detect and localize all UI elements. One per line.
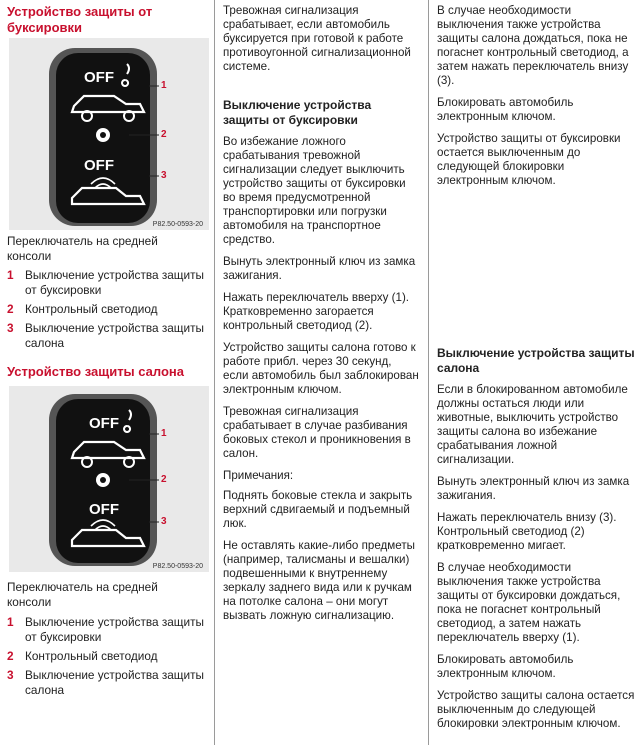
callout-2: 2 — [161, 474, 167, 485]
callout-1: 1 — [161, 80, 167, 91]
paragraph: Нажать переключатель вверху (1). Кратковременно загорается контрольный светодиод (2). — [223, 291, 410, 332]
legend-item: 2 Контрольный светодиод — [7, 302, 158, 316]
paragraph: Вынуть электронный ключ из замка зажигания. — [223, 255, 416, 282]
callout-3: 3 — [161, 170, 167, 181]
paragraph: Если в блокированном автомобиле должны остаться люди или животные, выключить устройство защиты салона во избежание срабатывания ложной сигнализации. — [437, 383, 628, 466]
subheading-disable-tow-protection: Выключение устройства защиты от буксировки — [223, 98, 372, 127]
switch-figure-1 — [9, 38, 209, 230]
column-middle — [223, 4, 419, 631]
note-item: Поднять боковые стекла и закрыть верхний сдвигаемый и подъемный люк. — [223, 489, 413, 530]
paragraph: В случае необходимости выключения также устройства защиты от буксировки дождаться, пока не погаснет контрольный светодиод, а затем нажать переключатель вверху (1). — [437, 561, 621, 644]
section-title-tow-protection: Устройство защиты от буксировки — [7, 4, 153, 35]
paragraph: Устройство защиты салона остается выключенным до следующей блокировки электронным ключом. — [437, 689, 635, 730]
paragraph: В случае необходимости выключения также устройства защиты салона дождаться, пока не погаснет контрольный светодиод, а затем нажать переключатель внизу (3). — [437, 4, 629, 87]
paragraph: Нажать переключатель внизу (3). Контрольный светодиод (2) кратковременно мигает. — [437, 511, 617, 552]
callout-3: 3 — [161, 516, 167, 527]
off-label-bottom: OFF — [84, 157, 114, 174]
console-switch-illustration — [9, 38, 209, 230]
switch-figure-2 — [9, 386, 209, 572]
paragraph: Блокировать автомобиль электронным ключом. — [437, 96, 574, 123]
paragraph: Блокировать автомобиль электронным ключом. — [437, 653, 574, 680]
figure-caption: Переключатель на средней консоли — [7, 580, 158, 609]
paragraph: Вынуть электронный ключ из замка зажигания. — [437, 475, 630, 502]
figure-legend — [7, 615, 207, 702]
notes-title: Примечания: — [223, 469, 294, 482]
paragraph: Тревожная сигнализация срабатывает в случае разбивания боковых стекол и проникновения в салон. — [223, 405, 411, 460]
subheading-disable-interior-protection: Выключение устройства защиты салона — [437, 346, 635, 375]
paragraph: Тревожная сигнализация срабатывает, если автомобиль буксируется при готовой к работе противоугонной сигнализационной системе. — [223, 4, 411, 73]
legend-item: 1 Выключение устройства защиты от буксировки — [7, 615, 204, 644]
console-switch-illustration — [9, 386, 209, 572]
column-right — [437, 4, 635, 739]
callout-2: 2 — [161, 129, 167, 140]
figure-reference: P82.50-0593-20 — [152, 563, 203, 570]
column-divider — [214, 0, 215, 745]
paragraph: Устройство защиты салона готово к работе прибл. через 30 секунд, если автомобиль был заблокирован электронным ключом. — [223, 341, 419, 396]
legend-item: 1 Выключение устройства защиты от буксировки — [7, 268, 204, 297]
column-divider — [428, 0, 429, 745]
paragraph: Во избежание ложного срабатывания тревожной сигнализации следует выключить устройство защиты от буксировки во время предусмотренной транспортировки или погрузки автомобиля на транспортное средство. — [223, 135, 406, 246]
section-title-interior-protection: Устройство защиты салона — [7, 364, 184, 379]
note-item: Не оставлять какие-либо предметы (например, талисманы и вешалки) подвешенными к внутреннему зеркалу заднего вида или к ручкам на потолке салона – они могут вызвать ложную сигнализацию. — [223, 539, 415, 622]
off-label-top: OFF — [89, 415, 119, 432]
off-label-bottom: OFF — [89, 501, 119, 518]
figure-caption: Переключатель на средней консоли — [7, 234, 158, 263]
figure-legend — [7, 268, 207, 355]
paragraph: Устройство защиты от буксировки остается выключенным до следующей блокировки электронным ключом. — [437, 132, 621, 187]
legend-item: 2 Контрольный светодиод — [7, 649, 158, 663]
legend-item: 3 Выключение устройства защиты салона — [7, 668, 204, 697]
callout-1: 1 — [161, 428, 167, 439]
figure-reference: P82.50-0593-20 — [152, 221, 203, 228]
off-label-top: OFF — [84, 69, 114, 86]
legend-item: 3 Выключение устройства защиты салона — [7, 321, 204, 350]
